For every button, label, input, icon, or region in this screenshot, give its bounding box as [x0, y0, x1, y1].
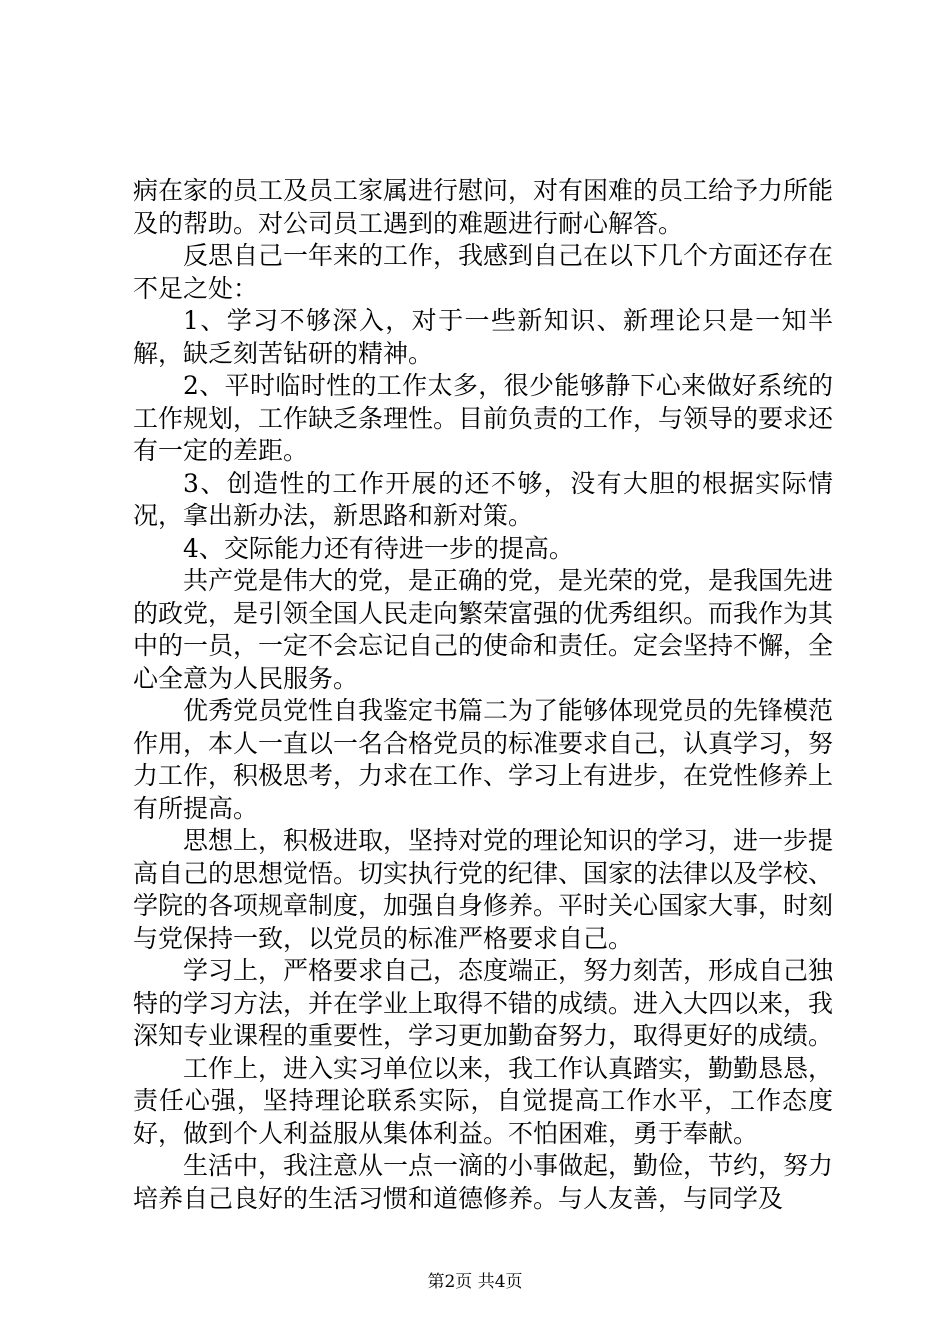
paragraph: 生活中，我注意从一点一滴的小事做起，勤俭，节约，努力培养自己良好的生活习惯和道德修养。与人友善，与同学及 — [133, 1151, 834, 1213]
paragraph: 思想上，积极进取，坚持对党的理论知识的学习，进一步提高自己的思想觉悟。切实执行党的纪律、国家的法律以及学校、学院的各项规章制度，加强自身修养。平时关心国家大事，时刻与党保持一致，以党员的标准严格要求自己。 — [133, 826, 834, 953]
paragraph: 病在家的员工及员工家属进行慰问，对有困难的员工给予力所能及的帮助。对公司员工遇到的难题进行耐心解答。 — [133, 176, 834, 238]
document-body — [133, 175, 833, 1215]
paragraph: 3、创造性的工作开展的还不够，没有大胆的根据实际情况，拿出新办法，新思路和新对策。 — [133, 468, 833, 530]
paragraph: 2、平时临时性的工作太多，很少能够静下心来做好系统的工作规划，工作缺乏条理性。目前负责的工作，与领导的要求还有一定的差距。 — [133, 371, 834, 465]
paragraph: 共产党是伟大的党，是正确的党，是光荣的党，是我国先进的政党，是引领全国人民走向繁荣富强的优秀组织。而我作为其中的一员，一定不会忘记自己的使命和责任。定会坚持不懈，全心全意为人民服务。 — [133, 566, 834, 693]
paragraph: 4、交际能力还有待进一步的提高。 — [183, 533, 574, 563]
paragraph: 工作上，进入实习单位以来，我工作认真踏实，勤勤恳恳，责任心强，坚持理论联系实际，自觉提高工作水平，工作态度好，做到个人利益服从集体利益。不怕困难，勇于奉献。 — [133, 1053, 834, 1148]
paragraph: 优秀党员党性自我鉴定书篇二为了能够体现党员的先锋模范作用，本人一直以一名合格党员的标准要求自己，认真学习，努力工作，积极思考，力求在工作、学习上有进步，在党性修养上有所提高。 — [133, 696, 834, 823]
paragraph: 反思自己一年来的工作，我感到自己在以下几个方面还存在不足之处： — [133, 241, 834, 303]
page-number-footer: 第2页 共4页 — [427, 1272, 523, 1292]
paragraph: 学习上，严格要求自己，态度端正，努力刻苦，形成自己独特的学习方法，并在学业上取得不错的成绩。进入大四以来，我深知专业课程的重要性，学习更加勤奋努力，取得更好的成绩。 — [133, 956, 834, 1050]
paragraph: 1、学习不够深入，对于一些新知识、新理论只是一知半解，缺乏刻苦钻研的精神。 — [133, 306, 833, 368]
